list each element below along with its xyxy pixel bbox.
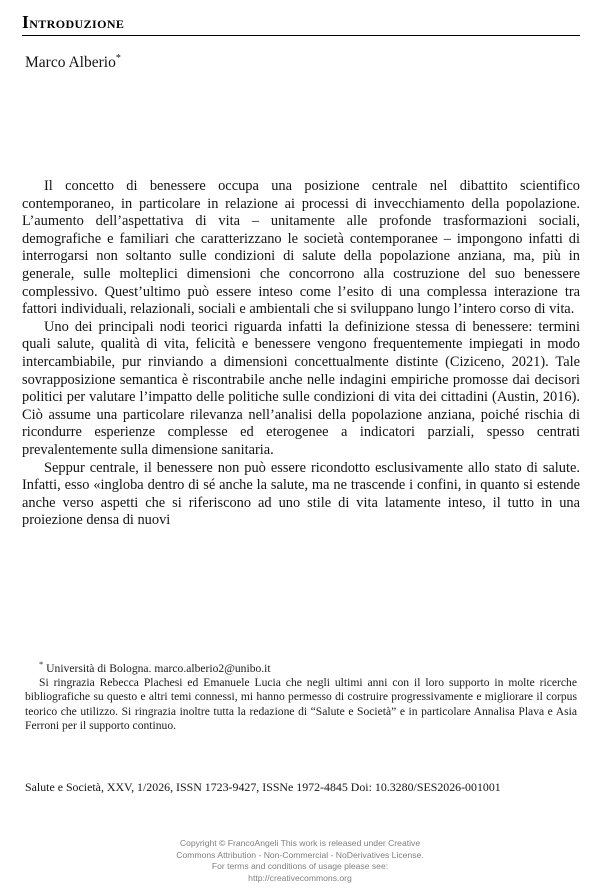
footnote-marker: * [39, 659, 44, 670]
journal-citation: Salute e Società, XXV, 1/2026, ISSN 1723-9427, ISSNe 1972-4845 Doi: 10.3280/SES2026-001001 [25, 780, 501, 794]
body-content [22, 178, 580, 530]
copyright-line-3: For terms and conditions of usage please see: [211, 861, 389, 872]
page-title: Introduzione [22, 12, 125, 32]
footnote-affiliation-text: Università di Bologna. marco.alberio2@unibo.it [46, 662, 271, 675]
author-footnote-marker: * [115, 52, 121, 64]
copyright-line-2: Commons Attribution - Non-Commercial - NoDerivatives License. [176, 849, 424, 860]
footnote-block [25, 659, 577, 733]
copyright-notice [0, 838, 600, 884]
copyright-url: http://creativecommons.org [248, 872, 352, 883]
author-byline [25, 54, 121, 73]
heading-divider [22, 35, 580, 36]
section-heading [22, 12, 580, 36]
copyright-line-1: Copyright © FrancoAngeli This work is released under Creative [179, 838, 421, 848]
footnote-affiliation [25, 659, 577, 676]
footnote-acknowledgement: Si ringrazia Rebecca Plachesi ed Emanuele Lucia che negli ultimi anni con il loro supporto in molte ricerche bibliografiche su questo e altri temi connessi, mi hanno permesso di costruire progressivamente e migliorare il corpus teorico che utilizzo. Si ringrazia inoltre tutta la redazione di “Salute e Società” e in particolare Annalisa Plava e Asia Ferroni per il supporto continuo. [25, 676, 577, 732]
body-paragraph: Il concetto di benessere occupa una posizione centrale nel dibattito scientifico contemporaneo, in particolare in relazione ai processi di invecchiamento della popolazione. L’aumento dell’aspettativa di vita – unitamente alle profonde trasformazioni sociali, demografiche e familiari che caratterizzano le società contemporanee – impongono infatti di interrogarsi non soltanto sulle condizioni di salute della popolazione anziana, ma, più in generale, sulle molteplici dimensioni che concorrono alla costruzione del suo benessere complessivo. Quest’ultimo può essere inteso come l’esito di una complessa interazione tra fattori individuali, relazionali, sociali e ambientali che si sviluppano lungo l’intero corso di vita. [22, 178, 580, 318]
body-paragraph: Seppur centrale, il benessere non può essere ricondotto esclusivamente allo stato di salute. Infatti, esso «ingloba dentro di sé anche la salute, ma ne trascende i confini, in quanto si estende anche verso aspetti che si riferiscono ad uno stile di vita latamente inteso, il tutto in una proiezione densa di nuovi [22, 459, 580, 529]
body-paragraph: Uno dei principali nodi teorici riguarda infatti la definizione stessa di benessere: termini quali salute, qualità di vita, felicità e benessere vengono frequentemente impiegati in modo intercambiabile, pur rinviando a dimensioni concettualmente distinte (Ciziceno, 2021). Tale sovrapposizione semantica è riscontrabile anche nelle indagini empiriche promosse dai decisori politici per valutare l’impatto delle politiche sulle condizioni di vita dei cittadini (Austin, 2016). Ciò assume una particolare rilevanza nell’analisi della popolazione anziana, poiché rischia di ricondurre esperienze complesse ed eterogenee a indicatori parziali, spesso centrati prevalentemente sulla dimensione sanitaria. [22, 318, 580, 458]
author-name: Marco Alberio [25, 54, 116, 71]
